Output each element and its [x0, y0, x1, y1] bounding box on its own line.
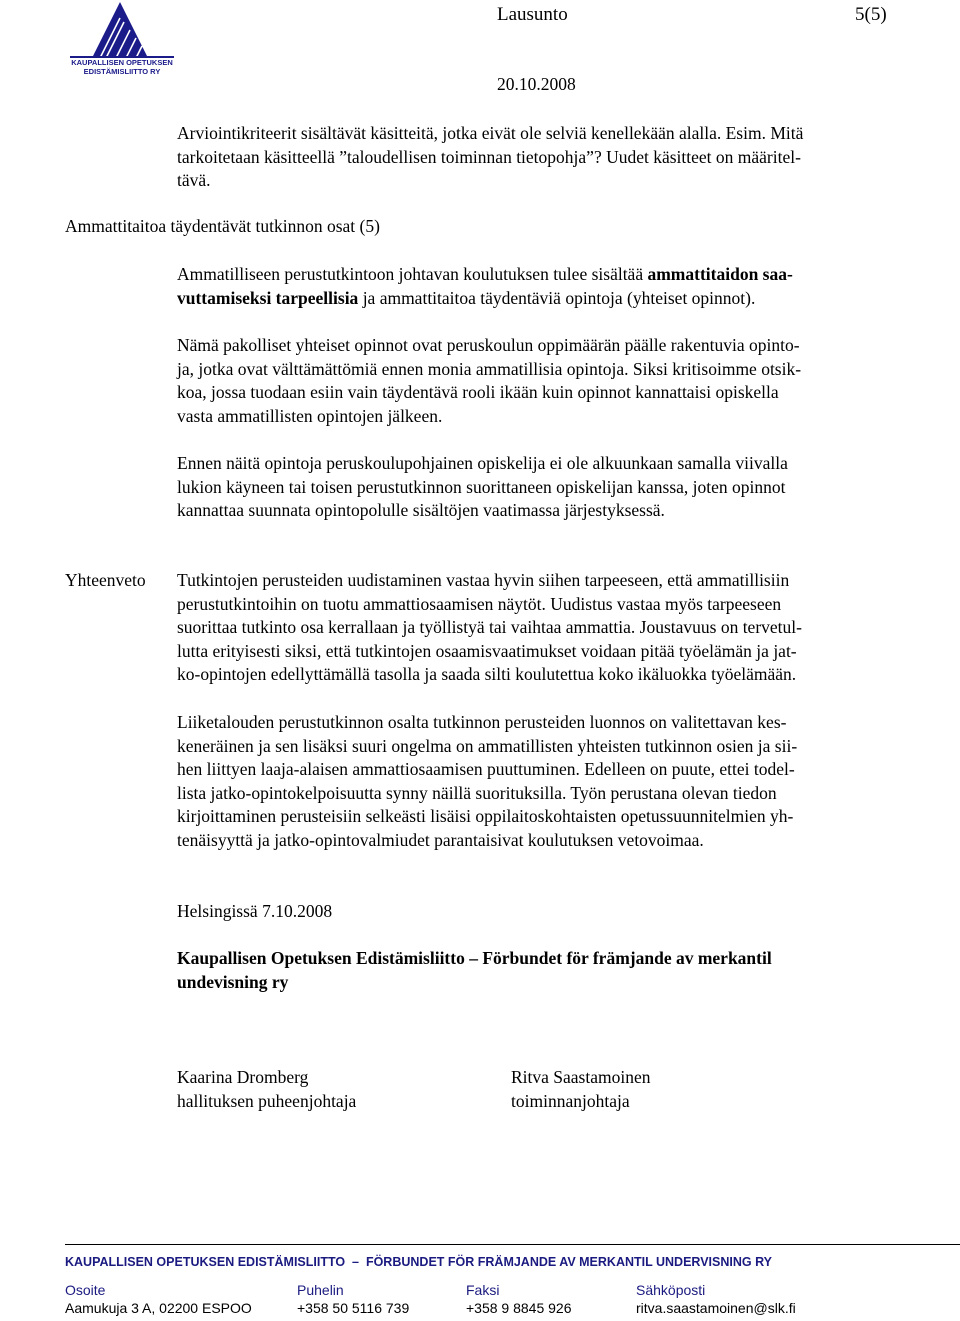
signer-name: Kaarina Dromberg — [177, 1067, 309, 1087]
text-line: Nämä pakolliset yhteiset opinnot ovat peruskoulun oppimäärän päälle rakentuvia opinto- — [177, 335, 800, 355]
text-line: Tutkintojen perusteiden uudistaminen vastaa hyvin siihen tarpeeseen, että ammatillisiin — [177, 570, 790, 590]
text-line: hen liittyen laaja-alaisen ammattiosaamisen puuttuminen. Edelleen on puute, ettei todel- — [177, 759, 795, 779]
text-segment: ja ammattitaitoa täydentäviä opintoja (yhteiset opinnot). — [358, 287, 756, 308]
signer-name: Ritva Saastamoinen — [511, 1067, 651, 1087]
signer-title: hallituksen puheenjohtaja — [177, 1090, 357, 1111]
section-heading: Ammattitaitoa täydentävät tutkinnon osat (5) — [65, 216, 380, 236]
bold-text: vuttamiseksi tarpeellisia — [177, 287, 359, 308]
summary-paragraph-2 — [177, 711, 797, 852]
organization-logo — [66, 0, 178, 80]
text-line: undevisning ry — [177, 971, 289, 992]
signer-1 — [177, 1066, 356, 1113]
text-line: kirjoittaminen perusteisiin selkeästi lisäisi oppilaitoskohtaisten opetussuunnitelmien yh- — [177, 806, 794, 826]
footer-fax: +358 9 8845 926 — [466, 1300, 572, 1316]
text-line: tävä. — [177, 170, 211, 190]
footer-address: Aamukuja 3 A, 02200 ESPOO — [65, 1300, 252, 1316]
bold-text: ammattitaidon saa- — [647, 264, 793, 284]
text-line — [177, 263, 793, 287]
section-paragraph-3 — [177, 452, 788, 523]
logo-text: KAUPALLISEN OPETUKSEN EDISTÄMISLIITTO RY — [71, 58, 173, 76]
text-line: Arviointikriteerit sisältävät käsitteitä, jotka eivät ole selviä kenellekään alalla. Esim. Mitä — [177, 123, 804, 143]
text-line: lutta erityisesti siksi, että tutkintojen osaamisvaatimukset voidaan pitää työelämän ja jat- — [177, 640, 797, 661]
text-line: ja, jotka ovat välttämättömiä ennen monia ammatillisia opintoja. Siksi kritisoimme otsik- — [177, 358, 802, 379]
text-line: tenäisyyttä ja jatko-opintovalmiudet parantaisivat koulutuksen vetovoimaa. — [177, 829, 704, 850]
text-line: lista jatko-opintokelpoisuutta synny näillä suorituksilla. Työn perustana olevan tiedon — [177, 782, 777, 803]
footer-email[interactable]: ritva.saastamoinen@slk.fi — [636, 1300, 796, 1316]
text-line: suorittaa tutkinto osa kerrallaan ja työllistyä tai vaihtaa ammattia. Joustavuus on tervetul- — [177, 617, 802, 637]
text-line — [177, 287, 793, 311]
document-date: 20.10.2008 — [497, 74, 576, 94]
footer-phone-label: Puhelin — [297, 1282, 344, 1298]
footer-address-label: Osoite — [65, 1282, 106, 1298]
summary-paragraph-1 — [177, 569, 802, 687]
text-line: perustutkintoihin on tuotu ammattiosaamisen näytöt. Uudistus vastaa myös tarpeeseen — [177, 593, 782, 614]
text-line: Kaupallisen Opetuksen Edistämisliitto – Förbundet för främjande av merkantil — [177, 948, 772, 968]
section-paragraph-1 — [177, 263, 793, 310]
document-type: Lausunto — [497, 4, 568, 25]
text-line: vasta ammatillisten opintojen jälkeen. — [177, 405, 443, 426]
footer-divider — [65, 1244, 960, 1245]
place-and-date: Helsingissä 7.10.2008 — [177, 901, 333, 921]
text-segment: Ammatilliseen perustutkintoon johtavan koulutuksen tulee sisältää — [177, 264, 648, 284]
footer-organization: KAUPALLISEN OPETUKSEN EDISTÄMISLIITTO – FÖRBUNDET FÖR FRÄMJANDE AV MERKANTIL UNDERVISNING RY — [65, 1255, 772, 1269]
text-line: tarkoitetaan käsitteellä ”taloudellisen toiminnan tietopohja”? Uudet käsitteet on määritel- — [177, 146, 801, 167]
text-line: kannattaa suunnata opintopolulle sisältöjen vaatimassa järjestyksessä. — [177, 500, 665, 520]
text-line: keneräinen ja sen lisäksi suuri ongelma on ammatillisten yhteisten tutkinnon osien ja sii- — [177, 735, 798, 756]
text-line: Liiketalouden perustutkinnon osalta tutkinnon perusteiden luonnos on valitettavan kes- — [177, 712, 787, 732]
organization-name — [177, 947, 772, 994]
footer-phone: +358 50 5116 739 — [297, 1300, 410, 1316]
page-number: 5(5) — [855, 4, 887, 25]
signer-2 — [511, 1066, 651, 1113]
text-line: lukion käyneen tai toisen perustutkinnon suorittaneen opiskelijan kanssa, joten opinnot — [177, 476, 786, 497]
text-line: ko-opintojen edellyttämällä tasolla ja saada silti koulutettua koko ikäluokka työelämään. — [177, 664, 797, 684]
footer-fax-label: Faksi — [466, 1282, 500, 1298]
text-line: Ennen näitä opintoja peruskoulupohjainen opiskelija ei ole alkuunkaan samalla viivalla — [177, 453, 788, 473]
summary-label: Yhteenveto — [65, 570, 146, 590]
intro-paragraph — [177, 122, 803, 193]
section-paragraph-2 — [177, 334, 801, 428]
signer-title: toiminnanjohtaja — [511, 1090, 630, 1111]
text-line: koa, jossa tuodaan esiin vain täydentävä rooli ikään kuin opinnot kannattaisi opiskella — [177, 382, 779, 402]
footer-email-label: Sähköposti — [636, 1282, 706, 1298]
